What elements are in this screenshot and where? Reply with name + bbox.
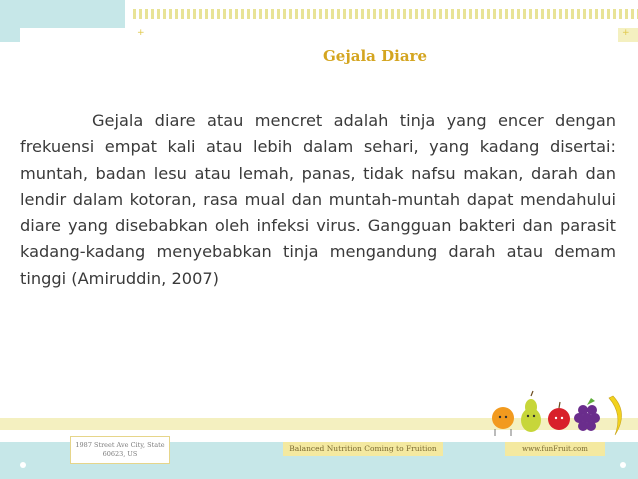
apple-icon [548,402,570,430]
corner-mark-top-left: + [137,28,145,38]
banana-icon [609,396,622,435]
footer-tagline: Balanced Nutrition Coming to Fruition [283,442,443,456]
pear-icon [521,391,541,432]
footer-address [70,436,170,464]
footer-dot-right [620,462,626,468]
footer-website[interactable]: www.funFruit.com [505,442,605,456]
grapes-icon [574,398,600,431]
slide-title: Gejala Diare [322,47,427,65]
footer-dot-left [20,462,26,468]
orange-icon [492,407,514,436]
address-line-1: 1987 Street Ave City, State [75,441,165,449]
slide-body-text: Gejala diare atau mencret adalah tinja yang encer dengan frekuensi empat kali atau lebih dalam sehari, yang kadang disertai: muntah, badan lesu atau lemah, panas, tidak nafsu makan, darah dan lendir dalam kotoran, rasa mual dan muntah-muntah dapat mendahului diare yang disebabkan oleh infeksi virus. Gangguan bakteri dan parasit kadang-kadang menyebabkan tinja mengandung darah atau demam tinggi (Amiruddin, 2007) [20,111,616,288]
address-line-2: 60623, US [102,450,138,458]
fruit-characters-illustration [483,388,633,438]
corner-mark-top-right: + [622,28,630,38]
top-wave-pattern [133,9,638,19]
